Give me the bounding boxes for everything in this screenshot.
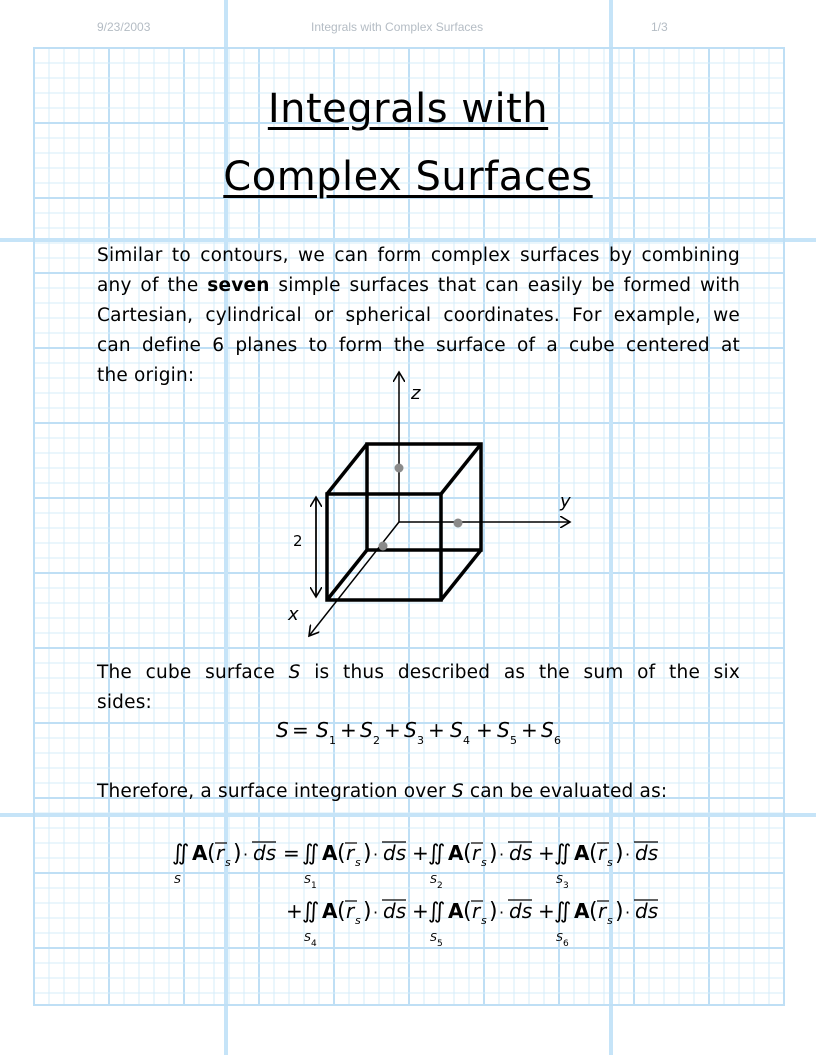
intro-line-3: Cartesian, cylindrical or spherical coordinates. For example, we [97, 305, 740, 326]
svg-text:·: · [625, 903, 631, 922]
cube-line-2: sides: [97, 692, 152, 713]
svg-text:S: S [430, 873, 437, 886]
svg-text:6: 6 [563, 939, 569, 949]
page-title-line-2: Complex Surfaces [223, 154, 593, 200]
svg-text:ds: ds [383, 841, 407, 865]
svg-text:A: A [448, 899, 464, 923]
svg-text:·: · [243, 845, 249, 864]
header-page-number: 1/3 [651, 20, 668, 34]
intro-line-4: can define 6 planes to form the surface of a cube centered at [97, 335, 740, 356]
therefore-paragraph [97, 777, 740, 807]
svg-text:+: + [412, 899, 429, 923]
intro-line-5: the origin: [97, 365, 195, 386]
svg-text:+: + [476, 718, 493, 742]
svg-text:∬: ∬ [302, 899, 320, 924]
svg-text:3: 3 [563, 881, 569, 891]
svg-text:r: r [216, 841, 225, 865]
svg-text:r: r [346, 899, 355, 923]
svg-text:s: s [481, 914, 487, 927]
svg-text:·: · [499, 845, 505, 864]
svg-text:+: + [428, 718, 445, 742]
svg-text:+: + [384, 718, 401, 742]
svg-text:·: · [499, 903, 505, 922]
svg-text:S: S [450, 718, 463, 742]
svg-text:2: 2 [373, 734, 380, 747]
svg-text:∬: ∬ [554, 841, 572, 866]
cube-description [97, 658, 740, 718]
therefore-start: Therefore, a surface integration over [97, 781, 452, 802]
svg-text:+: + [521, 718, 538, 742]
svg-text:·: · [373, 903, 379, 922]
cube-line-1-end: is thus described as the sum of the six [300, 662, 741, 683]
svg-text:s: s [225, 856, 231, 869]
svg-text:A: A [574, 841, 590, 865]
svg-text:ds: ds [509, 841, 533, 865]
svg-text:ds: ds [253, 841, 277, 865]
svg-text:A: A [448, 841, 464, 865]
svg-text:S: S [404, 718, 417, 742]
svg-text:S: S [541, 718, 554, 742]
svg-text:A: A [322, 899, 338, 923]
svg-text:S: S [360, 718, 373, 742]
svg-text:∬: ∬ [554, 899, 572, 924]
svg-text:S: S [316, 718, 329, 742]
svg-text:A: A [322, 841, 338, 865]
svg-text:2: 2 [437, 881, 443, 891]
svg-text:∬: ∬ [302, 841, 320, 866]
svg-text:S: S [556, 873, 563, 886]
svg-text:S: S [556, 931, 563, 944]
svg-text:A: A [574, 899, 590, 923]
variable-s-2: S [451, 781, 464, 802]
svg-text:·: · [373, 845, 379, 864]
svg-text:): ) [489, 841, 498, 866]
svg-text:∬: ∬ [428, 841, 446, 866]
intro-line-2-end: simple surfaces that can easily be formed with [269, 275, 740, 296]
svg-text:ds: ds [635, 899, 659, 923]
svg-text:S: S [304, 931, 311, 944]
svg-text:r: r [598, 841, 607, 865]
variable-s: S [288, 662, 301, 683]
svg-text:(: ( [463, 899, 472, 924]
svg-text:(: ( [589, 841, 598, 866]
svg-text:4: 4 [311, 939, 317, 949]
cube-line-1 [97, 658, 740, 688]
page-title-line-1: Integrals with [267, 86, 549, 132]
cube-line-1-start: The cube surface [97, 662, 289, 683]
svg-text:=: = [292, 718, 309, 742]
svg-text:ds: ds [383, 899, 407, 923]
svg-text:+: + [286, 899, 303, 923]
svg-text:s: s [355, 914, 361, 927]
svg-text:s: s [607, 914, 613, 927]
svg-text:): ) [615, 841, 624, 866]
svg-text:ds: ds [509, 899, 533, 923]
keyword-seven: seven [207, 275, 270, 296]
svg-text:1: 1 [311, 881, 317, 891]
z-axis-label: z [411, 383, 421, 404]
svg-text:S: S [276, 718, 289, 742]
svg-text:+: + [340, 718, 357, 742]
intro-line-2-start: any of the [97, 275, 208, 296]
svg-text:∬: ∬ [172, 841, 190, 866]
face-center-dots [379, 464, 463, 551]
svg-text:1: 1 [329, 734, 336, 747]
x-axis-label: x [288, 604, 299, 625]
svg-text:+: + [538, 841, 555, 865]
x-axis [309, 522, 399, 636]
svg-text:(: ( [337, 899, 346, 924]
svg-text:S: S [430, 931, 437, 944]
svg-text:r: r [472, 899, 481, 923]
svg-text:S: S [304, 873, 311, 886]
svg-text:∬: ∬ [428, 899, 446, 924]
svg-text:ds: ds [635, 841, 659, 865]
svg-text:5: 5 [510, 734, 517, 747]
svg-text:5: 5 [437, 939, 443, 949]
svg-text:+: + [412, 841, 429, 865]
svg-text:): ) [489, 899, 498, 924]
svg-text:s: s [607, 856, 613, 869]
svg-text:(: ( [337, 841, 346, 866]
svg-text:3: 3 [417, 734, 424, 747]
svg-text:4: 4 [463, 734, 470, 747]
therefore-line [97, 777, 740, 807]
svg-text:): ) [233, 841, 242, 866]
svg-text:·: · [625, 845, 631, 864]
side-length-label: 2 [293, 532, 303, 550]
svg-text:r: r [346, 841, 355, 865]
svg-text:): ) [363, 841, 372, 866]
svg-text:r: r [598, 899, 607, 923]
svg-text:S: S [174, 873, 181, 886]
y-axis-label: y [560, 491, 571, 512]
header-title: Integrals with Complex Surfaces [311, 20, 484, 34]
svg-text:+: + [538, 899, 555, 923]
svg-text:(: ( [207, 841, 216, 866]
svg-text:S: S [497, 718, 510, 742]
header-date: 9/23/2003 [97, 20, 151, 34]
svg-text:A: A [192, 841, 208, 865]
svg-text:s: s [355, 856, 361, 869]
svg-text:): ) [615, 899, 624, 924]
svg-text:r: r [472, 841, 481, 865]
therefore-end: can be evaluated as: [463, 781, 668, 802]
svg-text:6: 6 [554, 734, 561, 747]
svg-text:s: s [481, 856, 487, 869]
svg-text:=: = [283, 841, 300, 865]
svg-text:): ) [363, 899, 372, 924]
svg-text:(: ( [463, 841, 472, 866]
svg-text:(: ( [589, 899, 598, 924]
intro-line-1: Similar to contours, we can form complex surfaces by combining [97, 245, 740, 266]
